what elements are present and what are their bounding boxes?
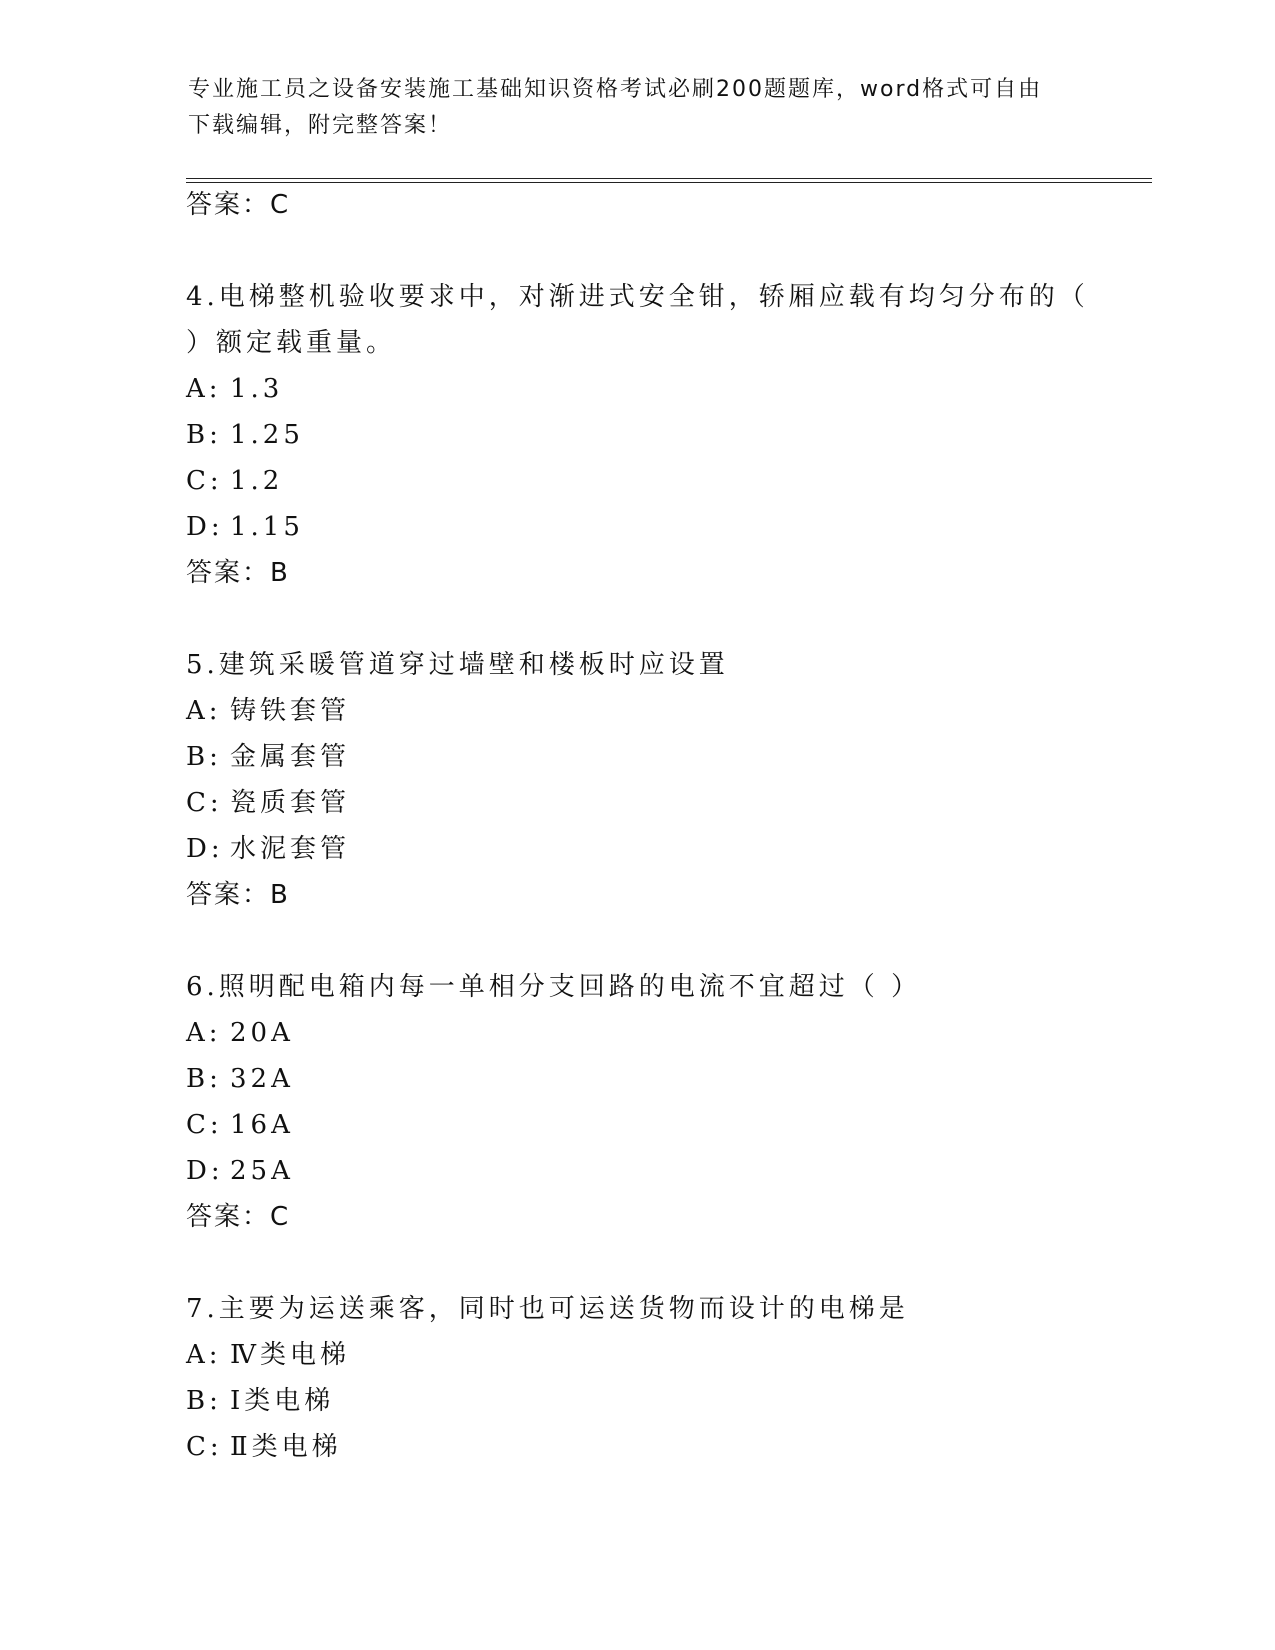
- option-c: C: Ⅱ类电梯: [186, 1432, 342, 1462]
- header-line-1: 专业施工员之设备安装施工基础知识资格考试必刷200题题库，word格式可自由: [188, 77, 1043, 102]
- question-stem-continued: ）额定载重量。: [186, 328, 397, 358]
- question-stem: 6.照明配电箱内每一单相分支回路的电流不宜超过（ ）: [186, 972, 922, 1002]
- header-rule-top: [186, 178, 1152, 179]
- option-c: C: 1.2: [186, 466, 284, 496]
- option-b: B: 32A: [186, 1064, 294, 1094]
- previous-answer: 答案：C: [186, 190, 291, 220]
- question-stem: 5.建筑采暖管道穿过墙壁和楼板时应设置: [186, 650, 729, 680]
- document-header: [188, 72, 1088, 144]
- question-list: [186, 182, 1089, 1470]
- option-a: A: 1.3: [186, 374, 284, 404]
- question-4: [186, 274, 1089, 596]
- question-stem: 4.电梯整机验收要求中，对渐进式安全钳，轿厢应载有均匀分布的（: [186, 282, 1089, 312]
- option-d: D: 水泥套管: [186, 834, 351, 864]
- option-a: A: 20A: [186, 1018, 294, 1048]
- option-b: B: Ⅰ类电梯: [186, 1386, 335, 1416]
- option-d: D: 25A: [186, 1156, 294, 1186]
- header-line-2: 下载编辑，附完整答案！: [188, 113, 453, 138]
- option-d: D: 1.15: [186, 512, 304, 542]
- question-5: [186, 642, 1086, 918]
- option-b: B: 金属套管: [186, 742, 351, 772]
- question-6: [186, 964, 1086, 1240]
- option-a: A: 铸铁套管: [186, 696, 351, 726]
- answer: 答案：C: [186, 1202, 291, 1232]
- option-a: A: Ⅳ类电梯: [186, 1340, 350, 1370]
- option-c: C: 瓷质套管: [186, 788, 351, 818]
- question-stem: 7.主要为运送乘客，同时也可运送货物而设计的电梯是: [186, 1294, 909, 1324]
- question-7: [186, 1286, 1086, 1470]
- option-b: B: 1.25: [186, 420, 304, 450]
- answer: 答案：B: [186, 880, 290, 910]
- option-c: C: 16A: [186, 1110, 294, 1140]
- answer: 答案：B: [186, 558, 290, 588]
